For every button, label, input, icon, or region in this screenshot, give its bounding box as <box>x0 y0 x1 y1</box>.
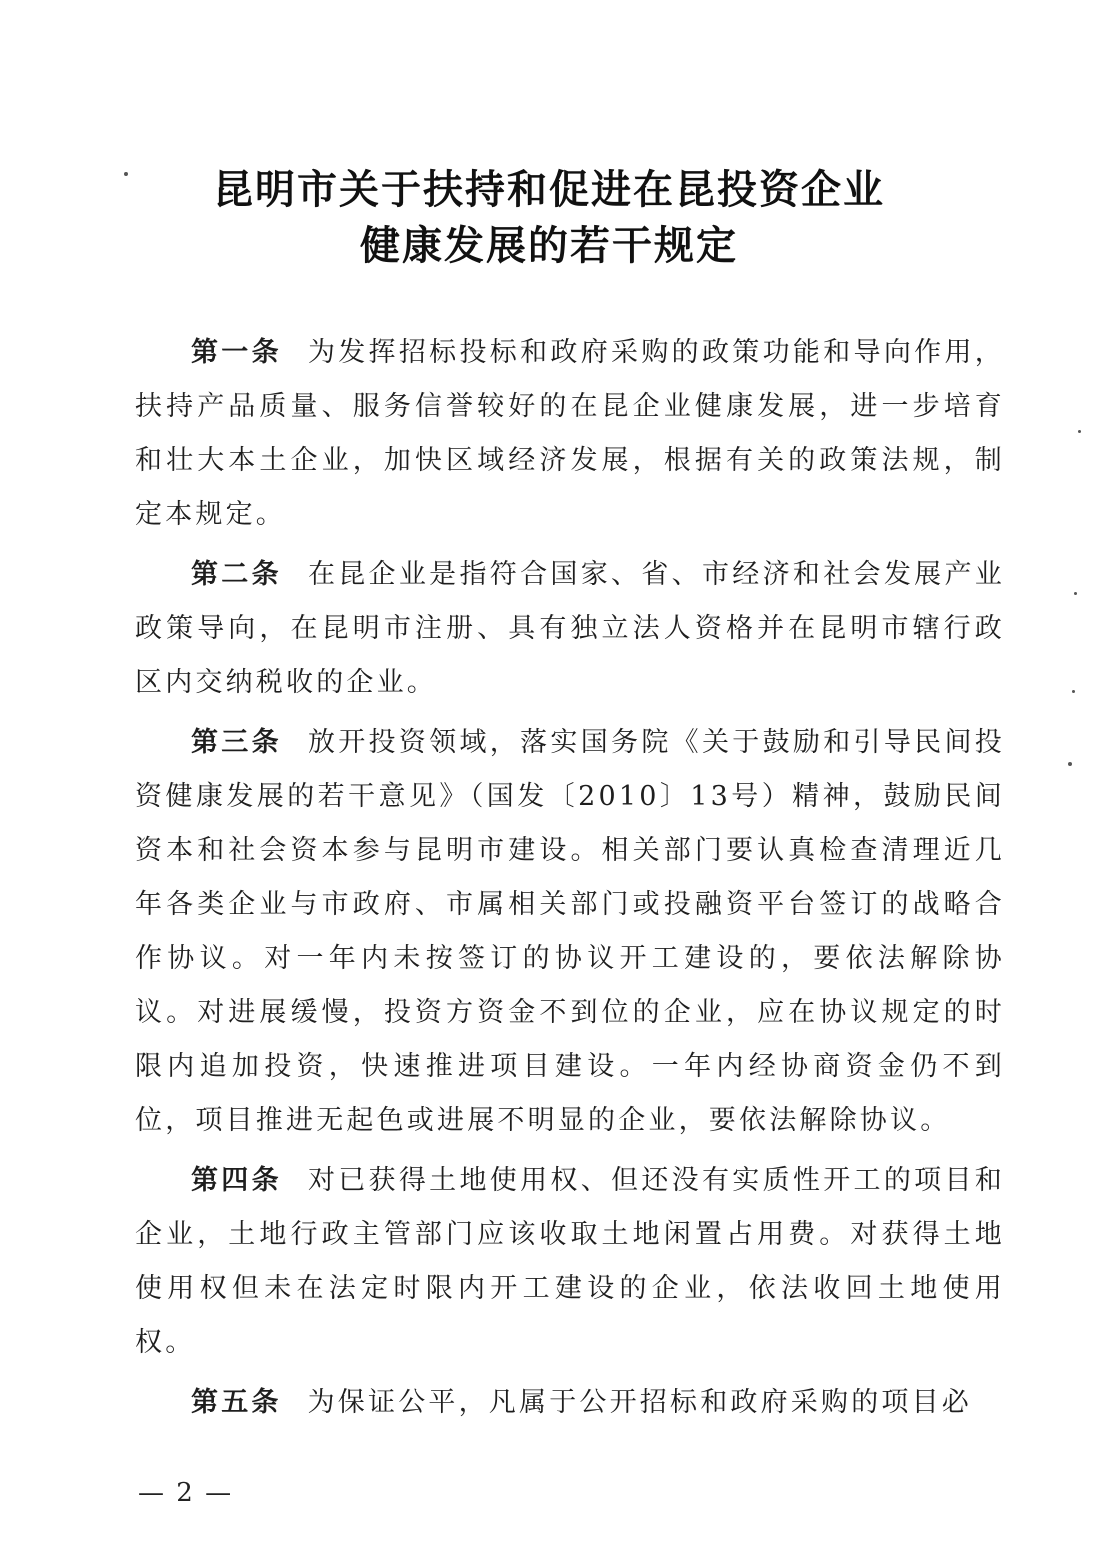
article-2 <box>135 548 1005 710</box>
page-number: — 2 — <box>138 1478 234 1508</box>
scan-speck <box>1078 430 1081 433</box>
scan-speck <box>124 172 128 176</box>
article-heading: 第五条 <box>191 1387 282 1418</box>
scan-speck <box>1072 690 1075 693</box>
article-heading: 第二条 <box>191 559 282 590</box>
title-line-1: 昆明市关于扶持和促进在昆投资企业 <box>213 166 885 213</box>
article-text: 对已获得土地使用权、但还没有实质性开工的项目和企业，土地行政主管部门应该收取土地闲置占用费。对获得土地使用权但未在法定时限内开工建设的企业，依法收回土地使用权。 <box>135 1165 1005 1358</box>
article-4 <box>135 1154 1005 1370</box>
article-5 <box>135 1376 1005 1430</box>
article-1 <box>135 326 1005 542</box>
article-text: 在昆企业是指符合国家、省、市经济和社会发展产业政策导向，在昆明市注册、具有独立法人资格并在昆明市辖行政区内交纳税收的企业。 <box>135 559 1005 698</box>
title-line-2: 健康发展的若干规定 <box>360 222 738 269</box>
scan-speck <box>1074 592 1077 595</box>
article-text: 放开投资领域，落实国务院《关于鼓励和引导民间投资健康发展的若干意见》（国发〔2010〕13号）精神，鼓励民间资本和社会资本参与昆明市建设。相关部门要认真检查清理近几年各类企业与市政府、市属相关部门或投融资平台签订的战略合作协议。对一年内未按签订的协议开工建设的，要依法解除协议。对进展缓慢，投资方资金不到位的企业，应在协议规定的时限内追加投资，快速推进项目建设。一年内经协商资金仍不到位，项目推进无起色或进展不明显的企业，要依法解除协议。 <box>135 727 1005 1136</box>
article-heading: 第三条 <box>191 727 282 758</box>
article-heading: 第一条 <box>191 337 282 368</box>
document-title <box>0 162 1098 274</box>
article-3 <box>135 716 1005 1148</box>
scan-speck <box>1068 762 1072 766</box>
article-text: 为发挥招标投标和政府采购的政策功能和导向作用，扶持产品质量、服务信誉较好的在昆企业健康发展，进一步培育和壮大本土企业，加快区域经济发展，根据有关的政策法规，制定本规定。 <box>135 337 1005 530</box>
article-text: 为保证公平，凡属于公开招标和政府采购的项目必 <box>307 1387 973 1418</box>
article-heading: 第四条 <box>191 1165 282 1196</box>
document-body <box>135 326 1005 1436</box>
